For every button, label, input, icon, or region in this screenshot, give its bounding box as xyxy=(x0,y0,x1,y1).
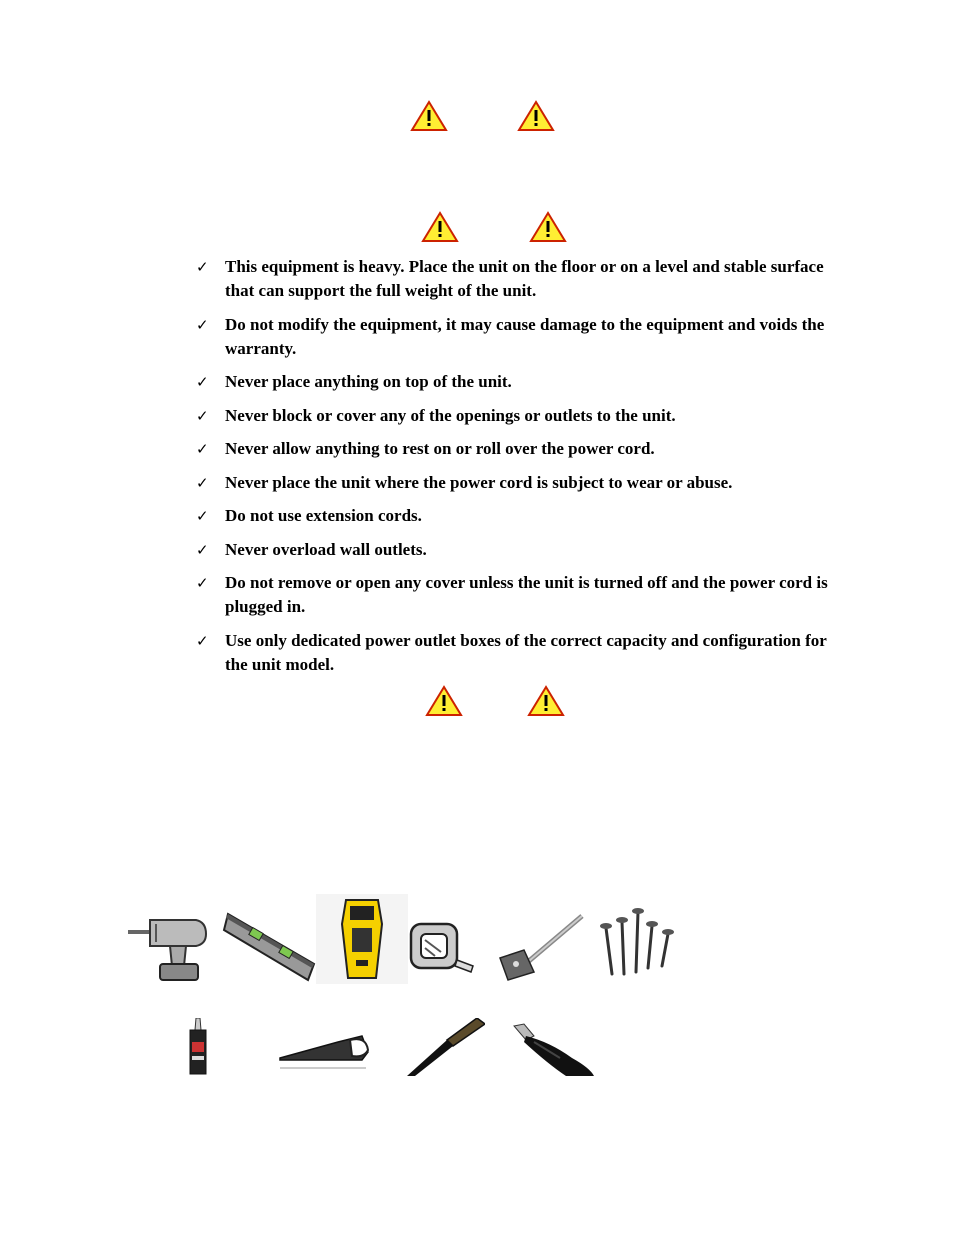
checkmark-icon: ✓ xyxy=(196,373,209,391)
level-icon xyxy=(222,908,318,984)
checkmark-icon: ✓ xyxy=(196,540,209,559)
checkmark-icon: ✓ xyxy=(196,631,209,650)
caulk-tube-icon xyxy=(186,1018,210,1076)
list-item: ✓ Never place the unit where the power cord is subject to wear or abuse. xyxy=(196,471,846,495)
warning-triangle-icon xyxy=(425,685,463,717)
checkmark-icon: ✓ xyxy=(196,574,209,592)
list-item: ✓ Do not remove or open any cover unless the unit is turned off and the power cord is plugged in. xyxy=(196,573,828,616)
list-item: ✓ Never block or cover any of the openings or outlets to the unit. xyxy=(196,404,846,428)
screws-icon xyxy=(596,908,680,980)
precautions-list xyxy=(196,255,846,686)
checkmark-icon: ✓ xyxy=(196,440,209,458)
checkmark-icon: ✓ xyxy=(196,507,209,525)
list-item: ✓ Never overload wall outlets. xyxy=(196,538,846,562)
warning-row-bottom xyxy=(0,685,954,717)
list-item: ✓ Do not use extension cords. xyxy=(196,504,846,528)
list-item: ✓ Do not modify the equipment, it may cause damage to the equipment and voids the warranty. xyxy=(196,314,825,358)
warning-triangle-icon xyxy=(421,211,459,243)
checkmark-icon: ✓ xyxy=(196,315,209,334)
warning-row-middle xyxy=(0,211,954,243)
list-item: ✓ Never place anything on top of the unit. xyxy=(196,370,846,394)
warning-row-top xyxy=(0,100,954,132)
drill-icon xyxy=(126,908,212,984)
warning-triangle-icon xyxy=(410,100,448,132)
drywall-saw-icon xyxy=(407,1018,485,1076)
hand-saw-icon xyxy=(278,1032,370,1074)
warning-triangle-icon xyxy=(527,685,565,717)
utility-knife-icon xyxy=(510,1022,596,1076)
list-item: ✓ Use only dedicated power outlet boxes of the correct capacity and configuration for the unit model. xyxy=(196,630,827,674)
tape-measure-icon xyxy=(407,920,479,978)
list-item: ✓ Never allow anything to rest on or roll over the power cord. xyxy=(196,437,846,461)
warning-triangle-icon xyxy=(529,211,567,243)
checkmark-icon: ✓ xyxy=(196,473,209,492)
warning-triangle-icon xyxy=(517,100,555,132)
stud-finder-icon xyxy=(316,894,408,984)
checkmark-icon: ✓ xyxy=(196,406,209,425)
checkmark-icon: ✓ xyxy=(196,258,209,276)
list-item: ✓ This equipment is heavy. Place the unit on the floor or on a level and stable surface that can support the full weight of the unit. xyxy=(196,257,824,300)
combination-square-icon xyxy=(494,910,588,982)
